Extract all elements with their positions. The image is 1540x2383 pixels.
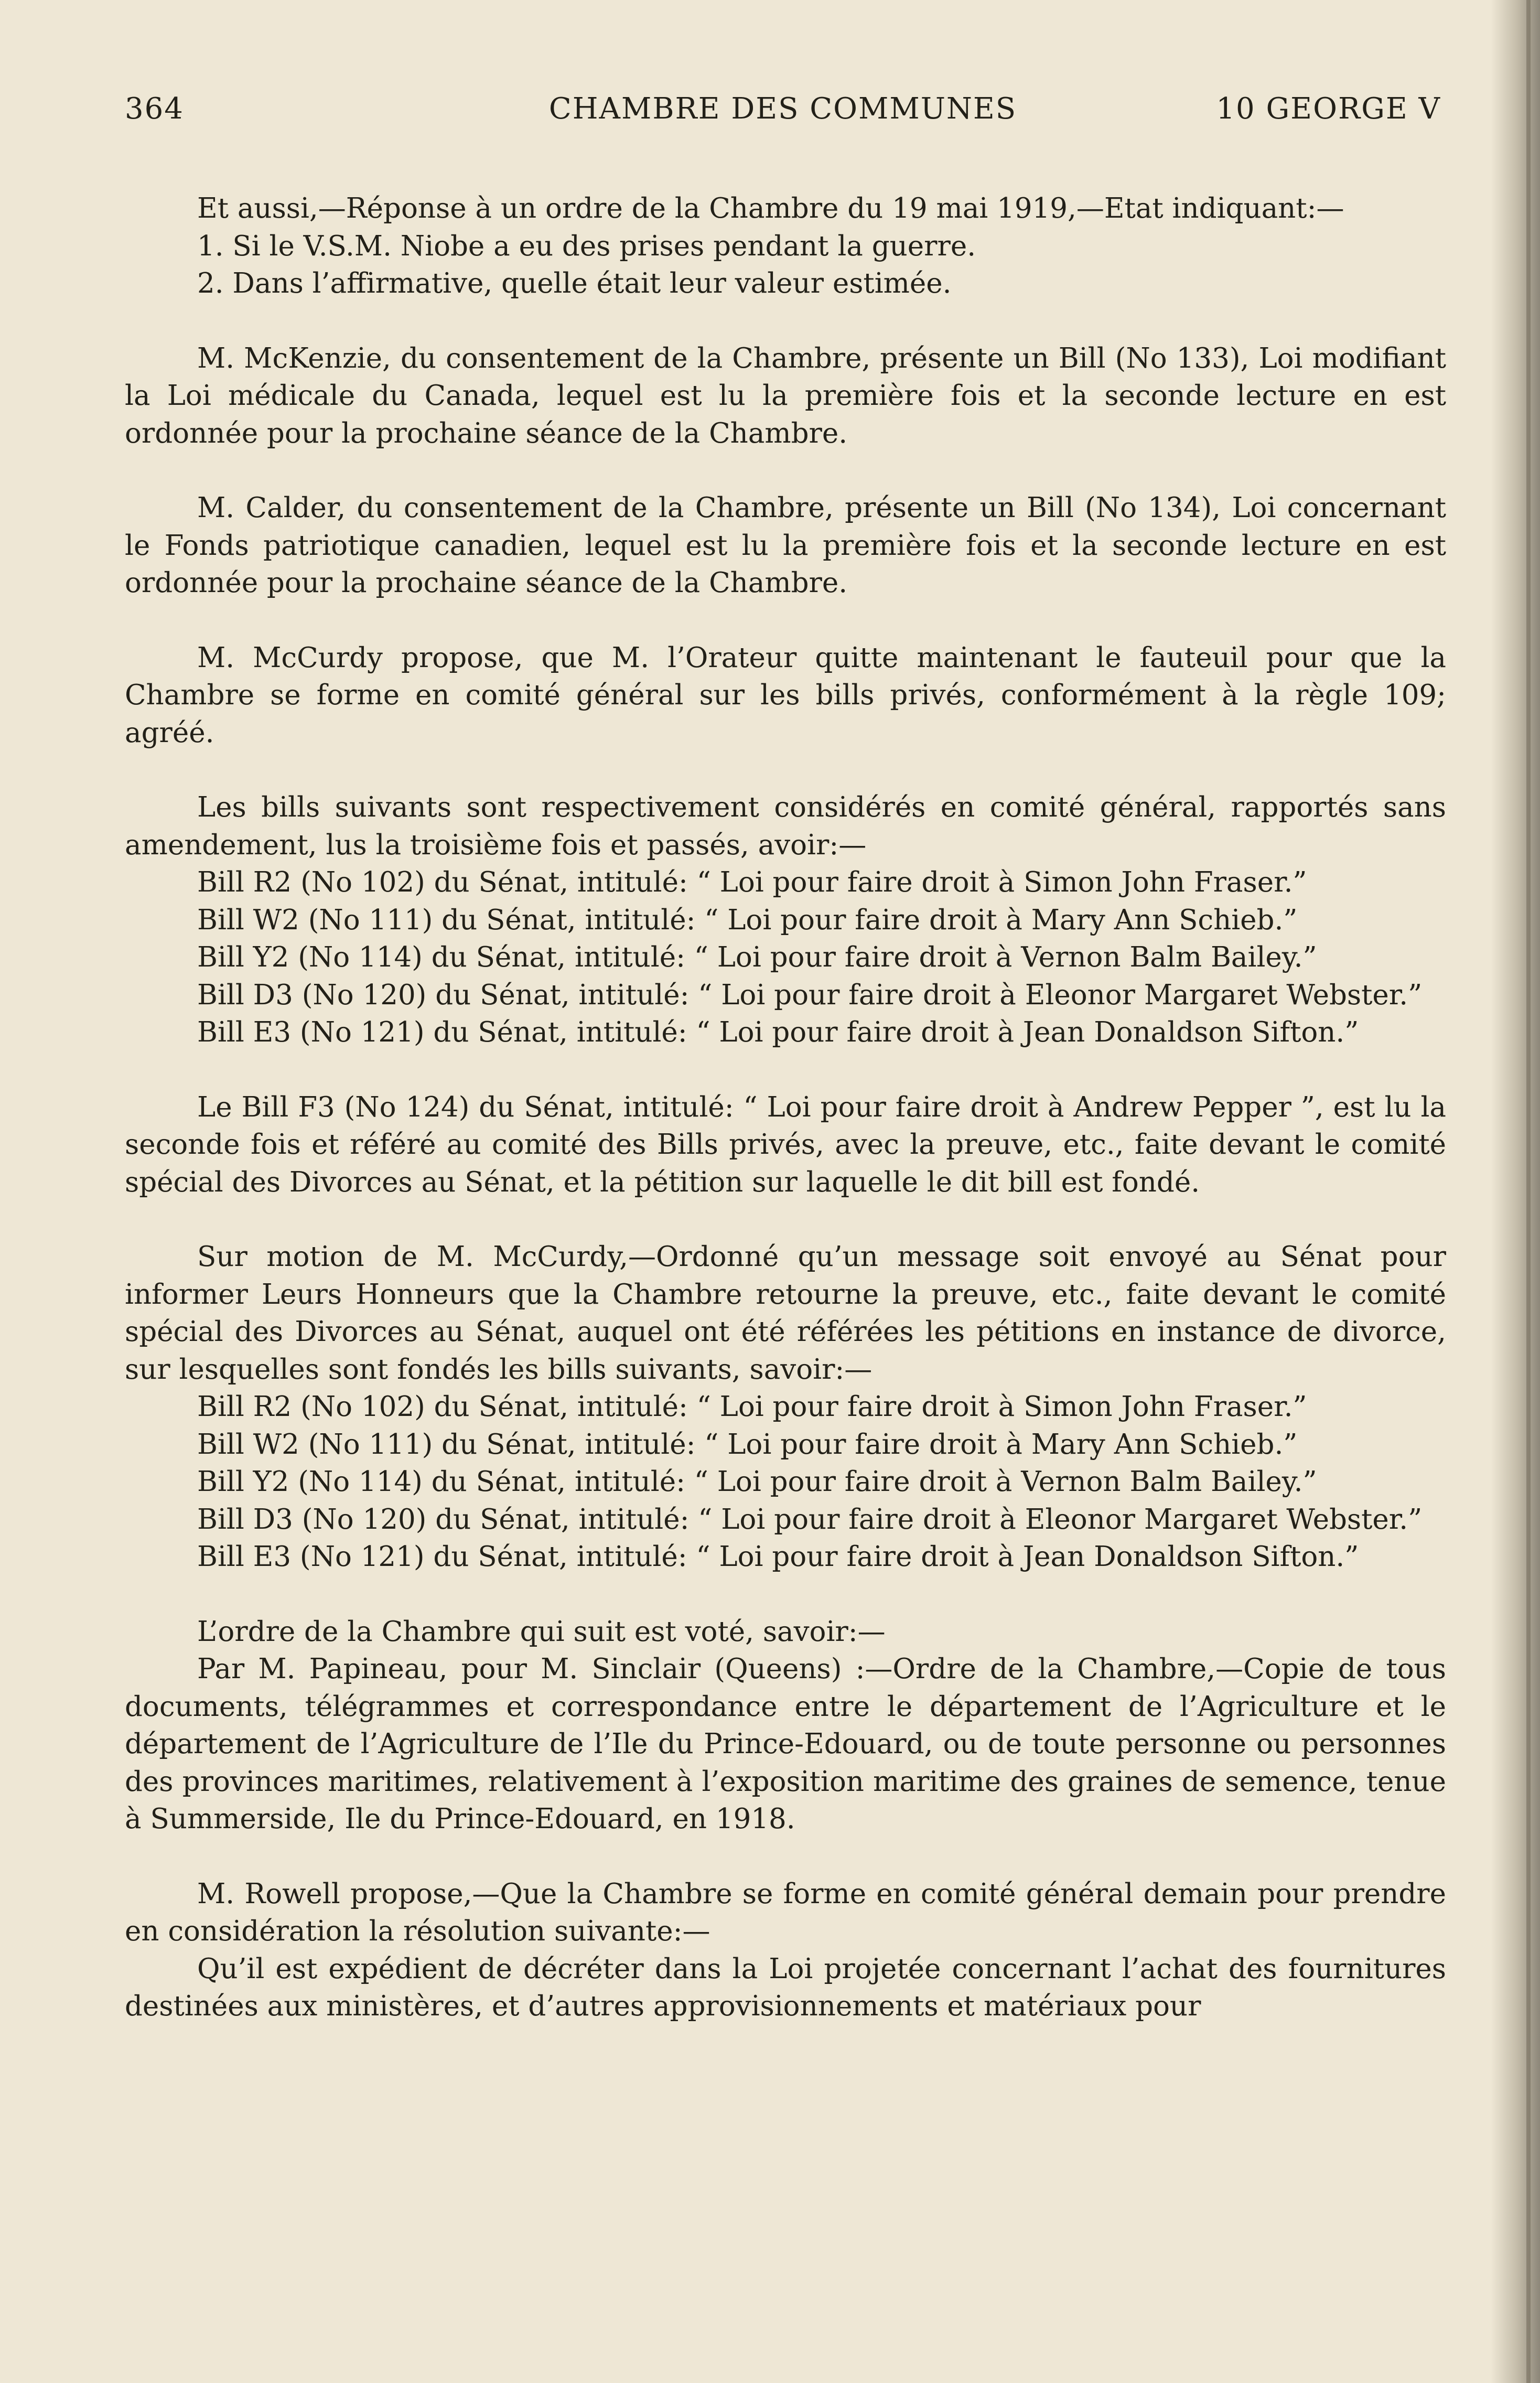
bill-line: Bill R2 (No 102) du Sénat, intitulé: “ Loi pour faire droit à Simon John Fraser.”	[197, 866, 1307, 898]
paragraph: Le Bill F3 (No 124) du Sénat, intitulé: “ Loi pour faire droit à Andrew Pepper ”, est lu la seconde fois et référé au comité des Bills privés, avec la preuve, etc., faite devant le comité spécial des Divorces au Sénat, et la pétition sur laquelle le dit bill est fondé.	[125, 1091, 1446, 1198]
bill-line: Bill D3 (No 120) du Sénat, intitulé: “ Loi pour faire droit à Eleonor Margaret Webster.”	[197, 1503, 1423, 1536]
bill-line: Bill W2 (No 111) du Sénat, intitulé: “ Loi pour faire droit à Mary Ann Schieb.”	[197, 904, 1298, 936]
running-header-right: 10 GEORGE V	[1216, 92, 1441, 126]
paragraph: L’ordre de la Chambre qui suit est voté, savoir:—	[197, 1615, 886, 1648]
bill-line: Bill E3 (No 121) du Sénat, intitulé: “ Loi pour faire droit à Jean Donaldson Sifton.”	[197, 1541, 1359, 1573]
paragraph: M. McCurdy propose, que M. l’Orateur quitte maintenant le fauteuil pour que la Chambre se forme en comité général sur les bills privés, conformément à la règle 109; agréé.	[125, 641, 1446, 749]
list-item: 1. Si le V.S.M. Niobe a eu des prises pendant la guerre.	[197, 230, 976, 262]
list-item: 2. Dans l’affirmative, quelle était leur valeur estimée.	[197, 267, 952, 299]
paragraph: Qu’il est expédient de décréter dans la Loi projetée concernant l’achat des fournitures destinées aux ministères, et d’autres approvisionnements et matériaux pour	[125, 1952, 1446, 2022]
bill-line: Bill D3 (No 120) du Sénat, intitulé: “ Loi pour faire droit à Eleonor Margaret Webster.”	[197, 979, 1423, 1011]
bill-line: Bill Y2 (No 114) du Sénat, intitulé: “ Loi pour faire droit à Vernon Balm Bailey.”	[197, 1466, 1317, 1498]
page-header	[125, 92, 1441, 134]
paragraph: M. Calder, du consentement de la Chambre, présente un Bill (No 134), Loi concernant le Fonds patriotique canadien, lequel est lu la première fois et la seconde lecture en est ordonnée pour la prochaine séance de la Chambre.	[125, 492, 1446, 599]
paragraph: Les bills suivants sont respectivement considérés en comité général, rapportés sans amendement, lus la troisième fois et passés, avoir:—	[125, 791, 1446, 861]
paragraph: Sur motion de M. McCurdy,—Ordonné qu’un message soit envoyé au Sénat pour informer Leurs Honneurs que la Chambre retourne la preuve, etc., faite devant le comité spécial des Divorces au Sénat, auquel ont été référées les pétitions en instance de divorce, sur lesquelles sont fondés les bills suivants, savoir:—	[125, 1241, 1446, 1386]
page-number: 364	[125, 92, 184, 126]
document-body	[125, 190, 1446, 2025]
bill-line: Bill W2 (No 111) du Sénat, intitulé: “ Loi pour faire droit à Mary Ann Schieb.”	[197, 1428, 1298, 1461]
paragraph: M. Rowell propose,—Que la Chambre se forme en comité général demain pour prendre en considération la résolution suivante:—	[125, 1877, 1446, 1947]
bill-line: Bill Y2 (No 114) du Sénat, intitulé: “ Loi pour faire droit à Vernon Balm Bailey.”	[197, 941, 1317, 973]
bill-line: Bill R2 (No 102) du Sénat, intitulé: “ Loi pour faire droit à Simon John Fraser.”	[197, 1391, 1307, 1423]
paragraph: Par M. Papineau, pour M. Sinclair (Queens) :—Ordre de la Chambre,—Copie de tous documents, télégrammes et correspondance entre le département de l’Agriculture et le département de l’Agriculture de l’Ile du Prince-Edouard, ou de toute personne ou personnes des provinces maritimes, relativement à l’exposition maritime des graines de semence, tenue à Summerside, Ile du Prince-Edouard, en 1918.	[125, 1653, 1446, 1835]
paragraph: Et aussi,—Réponse à un ordre de la Chambre du 19 mai 1919,—Etat indiquant:—	[197, 192, 1344, 224]
bill-line: Bill E3 (No 121) du Sénat, intitulé: “ Loi pour faire droit à Jean Donaldson Sifton.”	[197, 1016, 1359, 1048]
paragraph: M. McKenzie, du consentement de la Chambre, présente un Bill (No 133), Loi modifiant la Loi médicale du Canada, lequel est lu la première fois et la seconde lecture en est ordonnée pour la prochaine séance de la Chambre.	[125, 342, 1446, 449]
running-title: CHAMBRE DES COMMUNES	[548, 92, 1017, 126]
page-edge	[1526, 0, 1531, 2383]
